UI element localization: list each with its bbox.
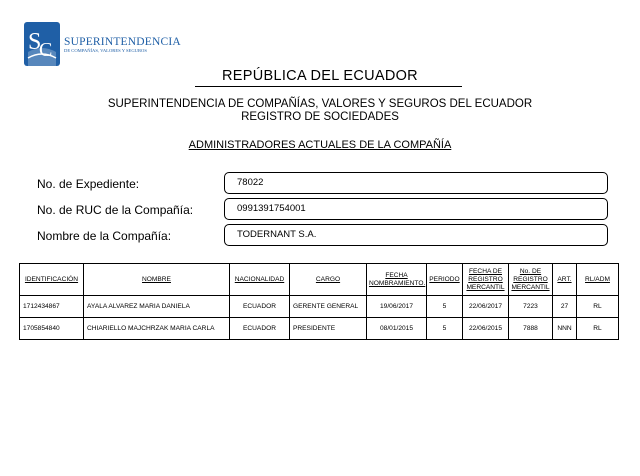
column-header-text: NACIONALIDAD xyxy=(234,275,285,283)
column-header xyxy=(577,264,619,296)
column-header xyxy=(20,264,84,296)
column-header xyxy=(553,264,577,296)
column-header-text: RL/ADM xyxy=(585,275,610,283)
column-header xyxy=(367,264,427,296)
column-header-text: ART. xyxy=(557,275,572,283)
cell-nombre: AYALA ALVAREZ MARIA DANIELA xyxy=(84,296,230,318)
svg-text:S: S xyxy=(28,29,42,55)
cell-cargo: GERENTE GENERAL xyxy=(290,296,367,318)
expediente-field: 78022 xyxy=(224,172,608,194)
ruc-field: 0991391754001 xyxy=(224,198,608,220)
expediente-label: No. de Expediente: xyxy=(37,177,140,191)
column-header xyxy=(290,264,367,296)
table-row xyxy=(20,296,619,318)
cell-nombre: CHIARIELLO MAJCHRZAK MARIA CARLA xyxy=(84,318,230,340)
column-header xyxy=(427,264,463,296)
cell-cargo: PRESIDENTE xyxy=(290,318,367,340)
column-header-text: No. DE REGISTRO MERCANTIL xyxy=(511,267,550,291)
cell-periodo: 5 xyxy=(427,318,463,340)
cell-no-registro: 7888 xyxy=(509,318,553,340)
cell-identificacion: 1712434867 xyxy=(20,296,84,318)
logo-name: SUPERINTENDENCIA xyxy=(64,36,181,48)
svg-text:C: C xyxy=(39,39,53,61)
company-name-field: TODERNANT S.A. xyxy=(224,224,608,246)
table-header-row xyxy=(20,264,619,296)
section-title xyxy=(0,139,640,151)
title-underline xyxy=(195,86,462,87)
column-header xyxy=(463,264,509,296)
cell-identificacion: 1705854840 xyxy=(20,318,84,340)
column-header xyxy=(230,264,290,296)
cell-art: NNN xyxy=(553,318,577,340)
cell-fecha-nombramiento: 08/01/2015 xyxy=(367,318,427,340)
agency-name: SUPERINTENDENCIA DE COMPAÑÍAS, VALORES Y SEGUROS DEL ECUADOR xyxy=(107,98,533,110)
sc-logo-icon xyxy=(24,22,60,66)
cell-art: 27 xyxy=(553,296,577,318)
cell-fecha-registro: 22/06/2017 xyxy=(463,296,509,318)
company-name-label: Nombre de la Compañía: xyxy=(37,229,172,243)
column-header-text: PERIODO xyxy=(429,275,460,283)
cell-fecha-registro: 22/06/2015 xyxy=(463,318,509,340)
cell-fecha-nombramiento: 19/06/2017 xyxy=(367,296,427,318)
logo-subtitle: DE COMPAÑÍAS, VALORES Y SEGUROS xyxy=(64,48,147,53)
registry-name: REGISTRO DE SOCIEDADES xyxy=(241,111,399,123)
column-header-text: FECHA NOMBRAMIENTO. xyxy=(369,271,426,287)
cell-nacionalidad: ECUADOR xyxy=(230,296,290,318)
column-header xyxy=(509,264,553,296)
cell-nacionalidad: ECUADOR xyxy=(230,318,290,340)
section-title-text: ADMINISTRADORES ACTUALES DE LA COMPAÑÍA xyxy=(188,139,452,151)
cell-no-registro: 7223 xyxy=(509,296,553,318)
column-header xyxy=(84,264,230,296)
column-header-text: FECHA DE REGISTRO MERCANTIL xyxy=(466,267,505,291)
page-title: REPÚBLICA DEL ECUADOR xyxy=(222,68,418,84)
administrators-table xyxy=(19,263,619,340)
column-header-text: CARGO xyxy=(315,275,341,283)
company-logo xyxy=(24,22,181,66)
cell-rl-adm: RL xyxy=(577,318,619,340)
column-header-text: NOMBRE xyxy=(142,275,171,283)
ruc-label: No. de RUC de la Compañía: xyxy=(37,203,194,217)
cell-periodo: 5 xyxy=(427,296,463,318)
table-row xyxy=(20,318,619,340)
column-header-text: IDENTIFICACIÓN xyxy=(24,275,79,283)
cell-rl-adm: RL xyxy=(577,296,619,318)
